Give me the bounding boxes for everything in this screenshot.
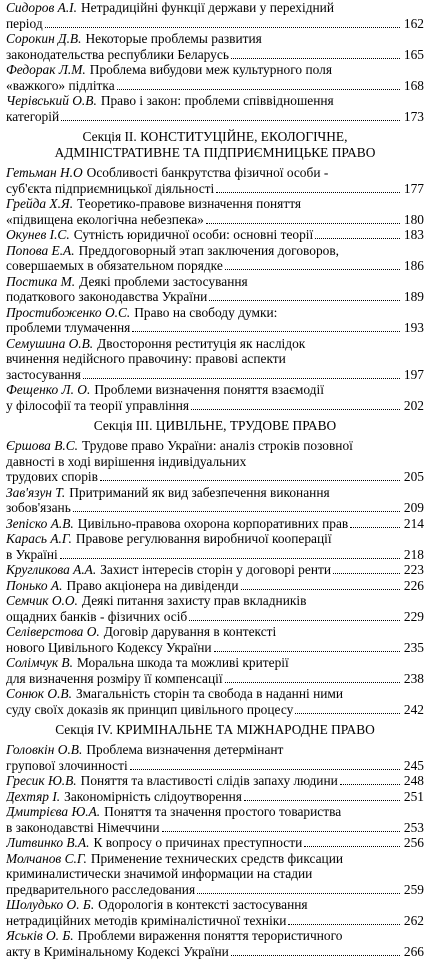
toc-author: Зав'язун Т. [6,485,65,500]
toc-entry-line [6,866,424,882]
dot-leader [117,78,400,90]
toc-entry-line [6,944,424,959]
toc-entry[interactable] [6,382,424,413]
toc-page-number: 165 [402,47,424,63]
toc-author: Сонюк О.В. [6,686,72,701]
dot-leader [45,16,400,28]
dot-leader [73,500,400,512]
toc-author: Окунев І.С. [6,227,70,242]
toc-title-text: Право і закон: проблеми співвідношення [101,93,334,108]
toc-title-text: податкового законодавства України [6,289,207,304]
dot-leader [231,47,400,59]
toc-entry-text [6,78,115,94]
toc-page-number: 226 [402,578,424,594]
toc-entry[interactable] [6,897,424,928]
toc-title-text: Проблеми вираження поняття терористичного [78,928,343,943]
toc-entry-line [6,181,424,197]
toc-entry-text [6,516,348,532]
toc-title-text: Цивільно-правова охорона корпоративних прав [78,516,348,531]
toc-entry[interactable] [6,531,424,562]
dot-leader [216,181,400,193]
toc-entry-text [6,820,160,836]
toc-entry[interactable] [6,686,424,717]
toc-author: Єршова В.С. [6,438,78,453]
toc-entry-line [6,351,424,367]
toc-page-number: 251 [402,789,424,805]
dot-leader [225,671,400,683]
toc-entry[interactable] [6,773,424,789]
toc-entry-text [6,835,302,851]
toc-page-number: 177 [402,181,424,197]
toc-page-number: 202 [402,398,424,414]
toc-author: Простибоженко О.С. [6,305,130,320]
toc-author: Постика М. [6,274,75,289]
toc-entry[interactable] [6,516,424,532]
toc-entry-line [6,31,424,47]
toc-entry-line [6,500,424,516]
toc-entry[interactable] [6,243,424,274]
toc-entry-line [6,78,424,94]
toc-entry-line [6,686,424,702]
toc-entry-text [6,212,204,228]
section-heading [6,722,424,738]
toc-title-text: Трудове право України: аналіз строків позовної [82,438,353,453]
toc-title-text: Право на свободу думки: [134,305,277,320]
toc-entry-line [6,469,424,485]
toc-page-number: 248 [402,773,424,789]
dot-leader [333,562,400,574]
toc-entry[interactable] [6,804,424,835]
toc-page-number: 256 [402,835,424,851]
toc-title-text: «важкого» підлітка [6,78,115,93]
section-heading-line: Секція III. ЦИВІЛЬНЕ, ТРУДОВЕ ПРАВО [6,418,424,434]
toc-entry[interactable] [6,485,424,516]
toc-page-number: 197 [402,367,424,383]
toc-page-number: 229 [402,609,424,625]
toc-entry[interactable] [6,165,424,196]
toc-entry-line [6,109,424,125]
toc-page-number: 193 [402,320,424,336]
toc-entry-line [6,547,424,563]
toc-page-number: 162 [402,16,424,32]
toc-entry-line [6,227,424,243]
toc-entry-text [6,671,223,687]
toc-page-number: 242 [402,702,424,718]
dot-leader [350,516,400,528]
toc-entry-line [6,655,424,671]
toc-title-text: в Україні [6,547,58,562]
toc-entry[interactable] [6,928,424,959]
toc-page-number: 214 [402,516,424,532]
toc-page-number: 218 [402,547,424,563]
toc-author: Федорак Л.М. [6,62,86,77]
toc-entry-line [6,624,424,640]
section-heading [6,418,424,434]
toc-title-text: совершаемых в обязательном порядке [6,258,223,273]
toc-title-text: застосування [6,367,81,382]
toc-entry[interactable] [6,274,424,305]
toc-title-text: Проблема вибудови меж культурного поля [90,62,332,77]
toc-title-text: трудових спорів [6,469,98,484]
toc-entry-line [6,243,424,259]
toc-entry-line [6,382,424,398]
toc-entry-text [6,944,229,959]
toc-page-number: 180 [402,212,424,228]
toc-entry-text [6,609,187,625]
toc-entry-line [6,851,424,867]
toc-title-text: Закономірність слідоутворення [64,789,242,804]
dot-leader [61,109,400,121]
toc-entry-text [6,258,223,274]
toc-title-text: Правове регулювання виробничої кооперації [76,531,332,546]
toc-entry-line [6,562,424,578]
toc-entry-text [6,562,331,578]
dot-leader [191,398,400,410]
toc-title-text: групової злочинності [6,758,128,773]
toc-entry[interactable] [6,562,424,578]
toc-page-number: 259 [402,882,424,898]
toc-entry[interactable] [6,196,424,227]
toc-entry-line [6,485,424,501]
toc-author: Дехтяр І. [6,789,60,804]
toc-entry-text [6,289,207,305]
toc-title-text: предварительного расследования [6,882,195,897]
toc-title-text: криминалистически значимой информации на стадии [6,866,312,881]
toc-entry-text [6,882,195,898]
toc-entry[interactable] [6,742,424,773]
toc-title-text: для визначення розміру її компенсації [6,671,223,686]
toc-title-text: Двостороння реституція як наслідок [97,336,305,351]
dot-leader [206,212,400,224]
toc-entry-line [6,516,424,532]
toc-entry-text [6,500,71,516]
toc-entry-line [6,0,424,16]
toc-title-text: Притриманий як вид забезпечення виконання [69,485,329,500]
toc-entry-line [6,640,424,656]
toc-entry-line [6,897,424,913]
toc-author: Сорокин Д.В. [6,31,81,46]
toc-entry-line [6,773,424,789]
toc-entry-text [6,702,293,718]
dot-leader [315,227,400,239]
toc-entry-line [6,835,424,851]
section-heading-line: Секція II. КОНСТИТУЦІЙНЕ, ЕКОЛОГІЧНЕ, [6,129,424,145]
toc-entry-line [6,212,424,228]
toc-entry-line [6,196,424,212]
toc-entry-text [6,398,189,414]
toc-title-text: Деякі питання захисту прав вкладників [82,593,306,608]
toc-author: Кругликова А.А. [6,562,96,577]
toc-page-number: 262 [402,913,424,929]
toc-entry-line [6,758,424,774]
toc-entry-text [6,47,229,63]
toc-entry-text [6,367,81,383]
toc-entry-text [6,773,338,789]
toc-title-text: проблеми тлумачення [6,320,130,335]
toc-entry-line [6,671,424,687]
toc-entry[interactable] [6,31,424,62]
dot-leader [189,609,400,621]
dot-leader [241,578,400,590]
toc-entry[interactable] [6,305,424,336]
toc-entry-line [6,928,424,944]
toc-author: Шолудько О. Б. [6,897,94,912]
toc-entry-text [6,181,214,197]
dot-leader [100,469,400,481]
toc-page-number: 235 [402,640,424,656]
toc-title-text: акту в Кримінальному Кодексі України [6,944,229,959]
toc-entry[interactable] [6,655,424,686]
toc-title-text: Применение технических средств фиксации [91,851,343,866]
toc-entry-line [6,289,424,305]
dot-leader [244,789,400,801]
toc-author: Зепіско А.В. [6,516,74,531]
toc-author: Гетьман Н.О [6,165,83,180]
toc-author: Черівський О.В. [6,93,97,108]
toc-entry[interactable] [6,93,424,124]
toc-title-text: у філософії та теорії управління [6,398,189,413]
toc-entry-line [6,789,424,805]
toc-title-text: Одорологія в контексті застосування [98,897,307,912]
toc-entry-text [6,320,130,336]
toc-author: Молчанов С.Г. [6,851,87,866]
toc-page-number: 168 [402,78,424,94]
toc-title-text: нового Цивільного Кодексу України [6,640,212,655]
toc-entry-line [6,305,424,321]
toc-entry-line [6,531,424,547]
toc-entry[interactable] [6,624,424,655]
toc-entry-line [6,804,424,820]
toc-title-text: Змагальність сторін та свобода в наданні ними [76,686,343,701]
dot-leader [340,773,400,785]
toc-entry-line [6,913,424,929]
toc-author: Семчик О.О. [6,593,78,608]
section-heading [6,129,424,161]
toc-entry-text [6,16,43,32]
toc-page-number: 245 [402,758,424,774]
toc-author: Семушина О.В. [6,336,93,351]
toc-page-number: 186 [402,258,424,274]
toc-author: Яськів О. Б. [6,928,74,943]
dot-leader [130,758,400,770]
toc-page-number: 238 [402,671,424,687]
toc-entry-line [6,454,424,470]
toc-title-text: Нетрадиційні функції держави у перехідний [81,0,334,15]
toc-entry-line [6,702,424,718]
toc-entry-line [6,367,424,383]
toc-title-text: Сутність юридичної особи: основні теорії [74,227,314,242]
toc-author: Солімчук В. [6,655,73,670]
toc-author: Селіверстова О. [6,624,100,639]
toc-title-text: період [6,16,43,31]
toc-entry-text [6,758,128,774]
toc-title-text: Деякі проблеми застосування [79,274,248,289]
toc-title-text: Поняття та значення простого товариства [104,804,341,819]
toc-title-text: Моральна шкода та можливі критерії [77,655,289,670]
toc-author: Попова Е.А. [6,243,75,258]
dot-leader [162,820,400,832]
toc-title-text: Особливості банкрутства фізичної особи - [87,165,329,180]
toc-entry[interactable] [6,62,424,93]
toc-page-number: 209 [402,500,424,516]
toc-entry-line [6,320,424,336]
toc-entry[interactable] [6,336,424,383]
toc-title-text: в законодавстві Німеччини [6,820,160,835]
toc-page-number: 253 [402,820,424,836]
toc-entry-line [6,438,424,454]
toc-page-number: 223 [402,562,424,578]
toc-author: Грейда Х.Я. [6,196,73,211]
toc-page-number: 189 [402,289,424,305]
toc-title-text: Договір дарування в контексті [104,624,277,639]
toc-title-text: Некоторые проблемы развития [85,31,261,46]
toc-title-text: суду своїх доказів як принцип цивільного процесу [6,702,293,717]
toc-title-text: законодательства республики Беларусь [6,47,229,62]
toc-title-text: Теоретико-правове визначення поняття [77,196,301,211]
toc-entry-text [6,640,212,656]
toc-entry[interactable] [6,835,424,851]
toc-title-text: суб'єкта підприємницької діяльності [6,181,214,196]
toc-entry[interactable] [6,227,424,243]
dot-leader [295,702,400,714]
toc-page-number: 173 [402,109,424,125]
toc-entry-line [6,609,424,625]
toc-entry[interactable] [6,0,424,31]
section-heading-line: АДМІНІСТРАТИВНЕ ТА ПІДПРИЄМНИЦЬКЕ ПРАВО [6,145,424,161]
toc-author: Карась А.Г. [6,531,72,546]
toc-author: Понько А. [6,578,62,593]
toc-title-text: нетрадиційних методів криміналістичної техніки [6,913,286,928]
toc-title-text: К вопросу о причинах преступности [93,835,302,850]
toc-entry[interactable] [6,789,424,805]
dot-leader [60,547,400,559]
dot-leader [288,913,400,925]
toc-entry-text [6,913,286,929]
toc-entry-line [6,593,424,609]
dot-leader [209,289,400,301]
toc-author: Гресик Ю.В. [6,773,77,788]
toc-entry-line [6,93,424,109]
toc-entry-line [6,578,424,594]
toc-entry-text [6,547,58,563]
toc-entry-text [6,789,242,805]
toc-entry-line [6,165,424,181]
toc-entry-line [6,47,424,63]
toc-entry-line [6,820,424,836]
toc-entry-text [6,227,313,243]
toc-entry[interactable] [6,438,424,485]
toc-title-text: Проблема визначення детермінант [86,742,283,757]
toc-title-text: вчинення недійсного правочину: правові аспекти [6,351,286,366]
dot-leader [132,320,400,332]
toc-title-text: «підвищена екологічна небезпека» [6,212,204,227]
toc-title-text: Право акціонера на дивіденди [66,578,238,593]
toc-entry[interactable] [6,578,424,594]
toc-entry-line [6,274,424,290]
section-heading-line: Секція IV. КРИМІНАЛЬНЕ ТА МІЖНАРОДНЕ ПРАВО [6,722,424,738]
toc-author: Дмитрієва Ю.А. [6,804,100,819]
toc-author: Фещенко Л. О. [6,382,90,397]
toc-author: Сидоров А.І. [6,0,77,15]
toc-title-text: Преддоговорный этап заключения договоров, [79,243,339,258]
toc-entry-line [6,16,424,32]
dot-leader [304,835,400,847]
toc-page-number: 183 [402,227,424,243]
toc-entry-line [6,882,424,898]
toc-page-number: 266 [402,944,424,959]
dot-leader [214,640,400,652]
toc-entry-text [6,469,98,485]
toc-entry-text [6,578,239,594]
toc-entry[interactable] [6,593,424,624]
toc-entry[interactable] [6,851,424,898]
toc-entry-line [6,258,424,274]
toc-title-text: ощадних банків - фізичних осіб [6,609,187,624]
dot-leader [225,258,400,270]
toc-title-text: категорій [6,109,59,124]
toc-title-text: давності в ході вирішення індивідуальних [6,454,246,469]
toc-author: Головкін О.В. [6,742,82,757]
toc-title-text: Проблеми визначення поняття взаємодії [94,382,324,397]
toc-title-text: зобов'язань [6,500,71,515]
toc-entry-line [6,742,424,758]
toc-title-text: Поняття та властивості слідів запаху людини [81,773,338,788]
toc-entry-text [6,109,59,125]
dot-leader [197,882,400,894]
toc-entry-line [6,398,424,414]
dot-leader [83,367,400,379]
toc-author: Литвинко В.А. [6,835,89,850]
toc-entry-line [6,336,424,352]
toc-title-text: Захист інтересів сторін у договорі ренти [100,562,331,577]
toc-entry-line [6,62,424,78]
toc-page-number: 205 [402,469,424,485]
